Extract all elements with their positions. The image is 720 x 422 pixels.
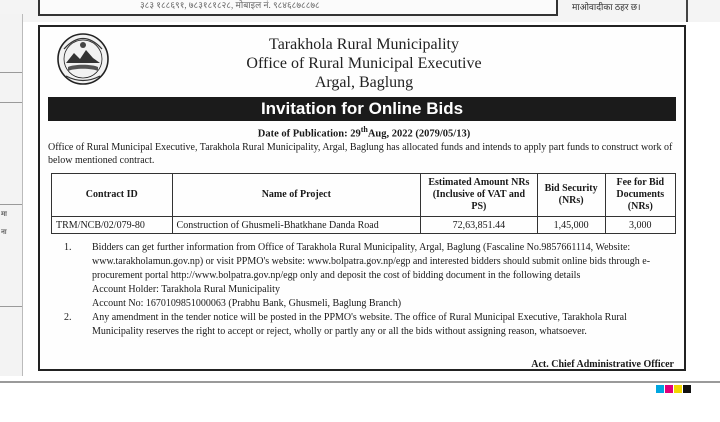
account-number: Account No: 1670109851000063 (Prabhu Bank, Ghusmeli, Baglung Branch) <box>92 298 402 309</box>
bids-table <box>51 173 676 234</box>
signature-line: Act. Chief Administrative Officer <box>531 359 674 370</box>
col-bid-security: Bid Security (NRs) <box>537 174 605 217</box>
left-snippet: मा <box>1 210 7 218</box>
publication-date-value: Aug, 2022 (2079/05/13) <box>367 128 471 140</box>
list-item <box>58 241 678 311</box>
publication-label: Date of Publication: 29 <box>257 128 361 140</box>
column-divider <box>686 0 688 22</box>
page-divider <box>0 381 720 383</box>
table-row <box>52 217 676 234</box>
intro-paragraph: Office of Rural Municipal Executive, Tarakhola Rural Municipality, Argal, Baglung has allocated funds and intends to apply part funds to construct work of below mentioned contract. <box>48 142 673 166</box>
list-item <box>58 311 678 339</box>
notice-points <box>58 241 678 339</box>
point-number: 1. <box>64 242 72 253</box>
col-contract-id: Contract ID <box>52 174 173 217</box>
column-rule <box>0 306 22 307</box>
adjacent-left-column <box>0 14 23 376</box>
adjacent-column-text: माओवादीका ठहर छ। <box>572 2 641 12</box>
notice-title: Invitation for Online Bids <box>48 97 676 121</box>
municipality-name: Tarakhola Rural Municipality <box>269 36 459 53</box>
office-address: Argal, Baglung <box>314 74 414 91</box>
cell-bid-security: 1,45,000 <box>537 217 605 234</box>
adjacent-ad-box <box>38 0 558 16</box>
print-color-marks <box>656 385 691 393</box>
point-text: Bidders can get further information from Office of Tarakhola Rural Municipality, Argal, Baglung (Fascaline No.9857661114, Website: www.tarakholamun.gov.np) or visit PPMO's website: www.bolpatra.gov.np/egp and interested bidders should submit online bids through e-procurement portal http://www.bolpatra.gov.np/egp only and deposit the cost of bidding document in the following details <box>92 242 651 281</box>
publication-superscript: th <box>360 125 368 134</box>
publication-date <box>40 125 688 140</box>
column-rule <box>0 72 22 73</box>
magenta-swatch <box>665 385 673 393</box>
table-header-row <box>52 174 676 217</box>
office-name: Office of Rural Municipal Executive <box>246 55 482 72</box>
yellow-swatch <box>674 385 682 393</box>
cell-contract-id: TRM/NCB/02/079-80 <box>52 217 173 234</box>
left-snippet: ना <box>1 228 7 236</box>
col-bid-fee: Fee for Bid Documents (NRs) <box>605 174 675 217</box>
column-rule <box>0 102 22 103</box>
cell-estimated-amount: 72,63,851.44 <box>421 217 538 234</box>
point-number: 2. <box>64 312 72 323</box>
black-swatch <box>683 385 691 393</box>
account-holder: Account Holder: Tarakhola Rural Municipality <box>92 284 280 295</box>
adjacent-ad-text: ३८३ १८८६९१, ७८३१८१८२८, मोबाइल नं. ९८४६८७८८७८ <box>140 0 320 10</box>
cell-project-name: Construction of Ghusmeli-Bhatkhane Danda Road <box>172 217 421 234</box>
cyan-swatch <box>656 385 664 393</box>
col-estimated-amount: Estimated Amount NRs (Inclusive of VAT and PS) <box>421 174 538 217</box>
point-text: Any amendment in the tender notice will be posted in the PPMO's website. The office of Rural Municipal Executive, Tarakhola Rural Municipality reserves the right to accept or reject, wholly or partly any or all the bids without assigning reason, whatsoever. <box>92 312 627 337</box>
col-project-name: Name of Project <box>172 174 421 217</box>
bid-notice <box>38 25 686 371</box>
cell-bid-fee: 3,000 <box>605 217 675 234</box>
column-rule <box>0 204 22 205</box>
